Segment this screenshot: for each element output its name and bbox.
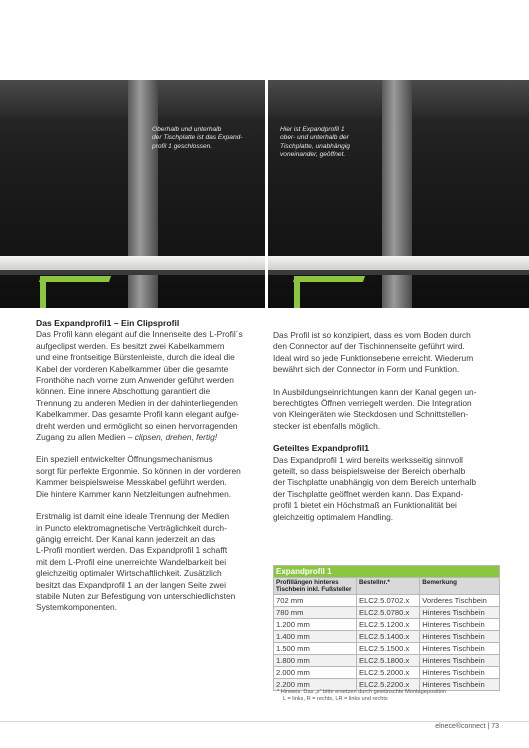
table-row bbox=[274, 631, 500, 643]
text-line: L-Profil montiert werden. Das Expandprofil 1 schafft bbox=[36, 545, 228, 556]
cell-order-no: ELC2.5.1200.x bbox=[357, 619, 420, 631]
photo-profile-closed bbox=[0, 80, 265, 308]
text-line: den Connector auf der Tischinnenseite geführt wird. bbox=[273, 341, 465, 352]
caption-line: Tischplatte, unabhängig bbox=[280, 142, 350, 150]
paragraph-intro bbox=[36, 329, 266, 443]
cell-length: 1.800 mm bbox=[274, 655, 357, 667]
table-row bbox=[274, 643, 500, 655]
cell-order-no: ELC2.5.1400.x bbox=[357, 631, 420, 643]
photo-caption-left bbox=[152, 126, 242, 151]
text-line: dreht werden und ermöglicht so einen hervorragenden bbox=[36, 420, 238, 431]
text-line: Ideal wird so jede Funktionsebene erreicht. Wiederum bbox=[273, 352, 474, 363]
text-line: aufgeclipst werden. Es besitzt zwei Kabelkammern bbox=[36, 340, 225, 351]
product-table bbox=[273, 565, 500, 691]
table-row bbox=[274, 595, 500, 607]
text-line: stabile Nuten zur Befestigung von unterschiedlichsten bbox=[36, 590, 236, 601]
text-line: In Ausbildungseinrichtungen kann der Kanal gegen un- bbox=[273, 386, 477, 397]
green-foot bbox=[40, 276, 46, 308]
text-line: Kabel der vorderen Kabelkammer über die gesamte bbox=[36, 363, 229, 374]
cell-length: 702 mm bbox=[274, 595, 357, 607]
table-header-length: Profillängen hinteres Tischbein inkl. Fußsteller bbox=[274, 578, 357, 595]
text-line: Fronthöhe nach vorne zum Anwender geführt werden bbox=[36, 375, 234, 386]
text-line: Erstmalig ist damit eine ideale Trennung der Medien bbox=[36, 511, 230, 522]
text-line: können. Eine innere Abschottung garantiert die bbox=[36, 386, 211, 397]
text-line: Das Profil kann elegant auf die Innenseite des L-Profil´s bbox=[36, 329, 243, 340]
paragraph-training bbox=[273, 387, 503, 433]
cell-length: 2.000 mm bbox=[274, 667, 357, 679]
table-row bbox=[274, 655, 500, 667]
cell-order-no: ELC2.5.1800.x bbox=[357, 655, 420, 667]
text-line: Systemkomponenten. bbox=[36, 602, 118, 613]
page-footer: elnece®connect | 73 bbox=[435, 723, 499, 730]
text-line: besitzt das Expandprofil 1 an der langen Seite zwei bbox=[36, 579, 226, 590]
cell-length: 1.400 mm bbox=[274, 631, 357, 643]
paragraph-mechanism bbox=[36, 454, 266, 500]
right-column bbox=[273, 330, 503, 534]
cell-remark: Hinteres Tischbein bbox=[420, 643, 500, 655]
text-line: gleichzeitig optimalem Handling. bbox=[273, 511, 394, 522]
caption-line: der Tischplatte ist das Expand- bbox=[152, 134, 243, 142]
table-header-remark: Bemerkung bbox=[420, 578, 500, 595]
photo-caption-right bbox=[280, 126, 350, 160]
photo-profile-open bbox=[268, 80, 529, 308]
text-line: berechtigtes Öffnen verriegelt werden. Die Integration bbox=[273, 398, 472, 409]
cell-remark: Hinteres Tischbein bbox=[420, 679, 500, 691]
tabletop-edge bbox=[268, 270, 529, 275]
green-bracket bbox=[293, 276, 365, 282]
paragraph-emc bbox=[36, 511, 266, 614]
cell-order-no: ELC2.5.2200.x bbox=[357, 679, 420, 691]
cell-remark: Hinteres Tischbein bbox=[420, 631, 500, 643]
cell-length: 2.200 mm bbox=[274, 679, 357, 691]
text-line: Kabelkammer. Das gesamte Profil kann elegant aufge- bbox=[36, 409, 239, 420]
caption-line: profil 1 geschlossen. bbox=[152, 142, 213, 150]
green-bracket bbox=[39, 276, 111, 282]
footnote-line: * Hinweis: Das „x“ bitte ersetzen durch gewünschte Montageposition bbox=[277, 689, 447, 695]
text-line: mit dem L-Profil eine unerreichte Wandelbarkeit bei bbox=[36, 556, 227, 567]
caption-line: voneinander, geöffnet. bbox=[280, 151, 346, 159]
text-line: der Tischplatte geöffnet werden kann. Das Expand- bbox=[273, 488, 464, 499]
table-footnote bbox=[277, 689, 446, 704]
cell-remark: Hinteres Tischbein bbox=[420, 667, 500, 679]
text-line: Das Expandprofil 1 wird bereits werksseitig sinnvoll bbox=[273, 454, 463, 465]
slogan-italic: clipsen, drehen, fertig! bbox=[134, 432, 218, 443]
text-line: und eine frontseitige Bürstenleiste, durch die ideal die bbox=[36, 352, 235, 363]
section-heading: Das Expandprofil1 – Ein Clipsprofil bbox=[36, 318, 180, 328]
text-line: stecker ist ebenfalls möglich. bbox=[273, 420, 381, 431]
table-row bbox=[274, 619, 500, 631]
text-line: Das Profil ist so konzipiert, dass es vom Boden durch bbox=[273, 330, 471, 340]
cell-order-no: ELC2.5.0780.x bbox=[357, 607, 420, 619]
footnote-line: L = links, R = rechts, LR = links und rechts bbox=[283, 696, 388, 703]
green-foot bbox=[294, 276, 300, 308]
cell-remark: Hinteres Tischbein bbox=[420, 607, 500, 619]
caption-line: Hier ist Expandprofil 1 bbox=[280, 126, 345, 133]
section-heading: Geteiltes Expandprofil1 bbox=[273, 443, 369, 454]
cell-length: 780 mm bbox=[274, 607, 357, 619]
text-line: Die hintere Kammer kann Netzleitungen aufnehmen. bbox=[36, 488, 232, 499]
text-line: gängig erreicht. Der Kanal kann jederzeit an das bbox=[36, 533, 216, 544]
text-line: Ein speziell entwickelter Öffnungsmechanismus bbox=[36, 454, 213, 465]
left-column bbox=[36, 318, 266, 625]
tabletop bbox=[0, 256, 265, 270]
paragraph-connector bbox=[273, 330, 503, 376]
tabletop bbox=[268, 256, 529, 270]
tabletop-edge bbox=[0, 270, 265, 275]
text-line: gleichzeitig optimaler Wirtschaftlichkeit. Zusätzlich bbox=[36, 568, 222, 579]
text-line: in Puncto elektromagnetische Verträglichkeit durch- bbox=[36, 522, 227, 533]
cell-order-no: ELC2.5.0702.x bbox=[357, 595, 420, 607]
text-line: profil 1 bietet ein Höchstmaß an Funktionalität bei bbox=[273, 500, 457, 511]
table-header-order-no: Bestellnr.* bbox=[357, 578, 420, 595]
caption-line: Oberhalb und unterhalb bbox=[152, 126, 222, 133]
table-title: Expandprofil 1 bbox=[274, 566, 500, 578]
cell-remark: Hinteres Tischbein bbox=[420, 655, 500, 667]
table-row bbox=[274, 607, 500, 619]
text-line: geteilt, so dass beispielsweise der Bereich oberhalb bbox=[273, 466, 466, 477]
text-line: sorgt für perfekte Ergonmie. So können in der vorderen bbox=[36, 465, 241, 476]
cell-length: 1.200 mm bbox=[274, 619, 357, 631]
text-line: Trennung zu anderen Medien in der dahinterliegenden bbox=[36, 397, 238, 408]
cell-length: 1.500 mm bbox=[274, 643, 357, 655]
text-line: von Kleingeräten wie Steckdosen und Schnittstellen- bbox=[273, 409, 469, 420]
photo-band bbox=[0, 80, 529, 308]
text-line: der Tischplatte unabhängig von dem Bereich unterhalb bbox=[273, 477, 476, 488]
cell-order-no: ELC2.5.1500.x bbox=[357, 643, 420, 655]
text-line: Zugang zu allen Medien – bbox=[36, 432, 135, 443]
table-row bbox=[274, 667, 500, 679]
cell-remark: Hinteres Tischbein bbox=[420, 619, 500, 631]
footer-rule bbox=[0, 721, 529, 722]
caption-line: ober- und unterhalb der bbox=[280, 134, 349, 142]
text-line: Kammer beispielsweise Messkabel geführt werden. bbox=[36, 477, 227, 488]
cell-remark: Vorderes Tischbein bbox=[420, 595, 500, 607]
cell-order-no: ELC2.5.2000.x bbox=[357, 667, 420, 679]
paragraph-split bbox=[273, 455, 503, 523]
text-line: bewährt sich der Connector in Form und Funktion. bbox=[273, 364, 460, 375]
